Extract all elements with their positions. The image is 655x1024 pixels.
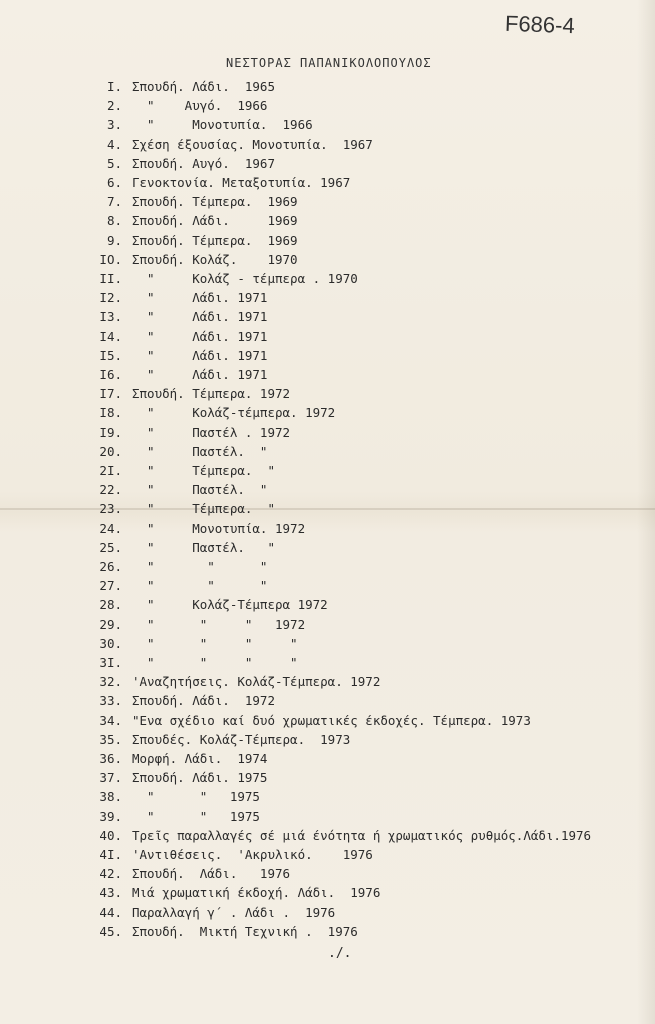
- list-item: [0, 520, 640, 538]
- entry-number: 44.: [99, 904, 122, 920]
- entry-text: Σπουδή. Κολάζ. 1970: [132, 251, 298, 267]
- entry-number: I2.: [99, 290, 122, 306]
- list-item: [0, 846, 640, 864]
- entry-text: " Τέμπερα. ": [132, 501, 275, 517]
- entry-text: Σπουδή. Λάδι. 1976: [132, 866, 291, 882]
- entry-number: 26.: [99, 559, 122, 574]
- list-item: [0, 308, 640, 326]
- entry-number: 34.: [99, 712, 122, 728]
- list-item: [0, 193, 640, 211]
- entry-number: 30.: [99, 635, 122, 651]
- list-item: [0, 865, 640, 883]
- entry-number: I8.: [99, 405, 122, 421]
- entry-text: Σπουδή. Λάδι. 1972: [132, 693, 275, 709]
- entry-number: 32.: [99, 674, 122, 690]
- entry-text: " Κολάζ-Τέμπερα 1972: [132, 597, 328, 613]
- entry-text: " Παστέλ. ": [132, 482, 268, 498]
- list-item: [0, 788, 640, 806]
- list-item: [0, 289, 640, 307]
- entry-text: " Παστέλ . 1972: [132, 424, 291, 440]
- entry-text: Σπουδή. Τέμπερα. 1969: [132, 232, 298, 248]
- entry-number: 5.: [106, 155, 122, 171]
- list-item: [0, 884, 640, 902]
- entry-text: Σπουδή. Λάδι. 1969: [132, 213, 298, 229]
- entry-number: 33.: [99, 693, 122, 709]
- entry-text: 'Αναζητήσεις. Κολάζ-Τέμπερα. 1972: [132, 674, 381, 690]
- list-item: [0, 635, 640, 653]
- list-item: [0, 923, 640, 941]
- entry-text: Σχέση έξουσίας. Μονοτυπία. 1967: [132, 136, 373, 152]
- entry-text: Μιά χρωματική έκδοχή. Λάδι. 1976: [132, 885, 381, 901]
- entry-number: 37.: [99, 770, 122, 786]
- list-item: [0, 270, 640, 288]
- list-item: [0, 212, 640, 230]
- entry-number: I6.: [99, 367, 122, 382]
- entry-text: " Λάδι. 1971: [132, 367, 268, 382]
- list-item: [0, 251, 640, 269]
- entry-text: " Λάδι. 1971: [132, 347, 268, 363]
- entry-number: 36.: [99, 751, 122, 766]
- entry-number: 9.: [106, 232, 122, 248]
- entry-number: I5.: [99, 347, 122, 363]
- entry-number: 22.: [99, 482, 122, 498]
- entry-number: 2.: [106, 98, 122, 114]
- entry-number: 43.: [99, 885, 122, 901]
- entry-number: 4I.: [99, 847, 122, 862]
- entry-number: I4.: [99, 328, 122, 344]
- list-item: [0, 904, 640, 922]
- entry-number: 6.: [106, 175, 122, 190]
- entry-text: Παραλλαγή γ΄ . Λάδι . 1976: [132, 904, 336, 920]
- entry-text: Τρεῖς παραλλαγές σέ μιά ένότητα ή χρωματικός ρυθμός.Λάδι.1976: [132, 827, 592, 843]
- list-item: [0, 404, 640, 422]
- handwritten-catalog-code: F686-4: [504, 10, 576, 39]
- entry-text: " Μονοτυπία. 1972: [132, 520, 306, 536]
- list-item: [0, 481, 640, 499]
- entry-text: 'Αντιθέσεις. 'Ακρυλικό. 1976: [132, 847, 373, 862]
- entry-text: " " ": [132, 559, 268, 574]
- entry-text: Σπουδή. Τέμπερα. 1972: [132, 386, 291, 402]
- list-item: [0, 769, 640, 787]
- list-item: [0, 616, 640, 634]
- entry-text: Σπουδή. Λάδι. 1965: [132, 79, 275, 94]
- entry-number: I7.: [99, 386, 122, 402]
- list-item: [0, 443, 640, 461]
- entry-text: Σπουδή. Τέμπερα. 1969: [132, 194, 298, 210]
- end-mark: ./.: [328, 946, 352, 961]
- entry-text: Γενοκτονία. Μεταξοτυπία. 1967: [132, 175, 351, 190]
- entry-number: 40.: [99, 827, 122, 843]
- entry-text: Σπουδή. Αυγό. 1967: [132, 155, 275, 171]
- list-item: [0, 328, 640, 346]
- entry-number: 39.: [99, 808, 122, 824]
- entry-number: I3.: [99, 309, 122, 325]
- entry-number: IO.: [99, 251, 122, 267]
- list-item: [0, 78, 640, 96]
- entry-text: " " " ": [132, 655, 298, 670]
- entry-number: 3.: [106, 117, 122, 133]
- entry-number: I.: [106, 79, 122, 94]
- list-item: [0, 366, 640, 384]
- list-item: [0, 539, 640, 557]
- entry-text: " " ": [132, 578, 268, 594]
- list-item: [0, 750, 640, 768]
- list-item: [0, 97, 640, 115]
- entry-text: " Κολάζ - τέμπερα . 1970: [132, 271, 358, 286]
- entry-number: I9.: [99, 424, 122, 440]
- entry-number: 29.: [99, 616, 122, 632]
- entry-number: 2I.: [99, 463, 122, 478]
- list-item: [0, 558, 640, 576]
- entry-text: " " 1975: [132, 808, 260, 824]
- page-heading: ΝΕΣΤΟΡΑΣ ΠΑΠΑΝΙΚΟΛΟΠΟΥΛΟΣ: [226, 56, 432, 70]
- entry-number: II.: [99, 271, 122, 286]
- list-item: [0, 347, 640, 365]
- entry-number: 3I.: [99, 655, 122, 670]
- entry-text: " " " 1972: [132, 616, 306, 632]
- entry-number: 24.: [99, 520, 122, 536]
- list-item: [0, 712, 640, 730]
- list-item: [0, 174, 640, 192]
- entry-number: 4.: [106, 136, 122, 152]
- entry-text: " Τέμπερα. ": [132, 463, 275, 478]
- entry-number: 20.: [99, 443, 122, 459]
- entry-number: 7.: [106, 194, 122, 210]
- entry-number: 27.: [99, 578, 122, 594]
- list-item: [0, 232, 640, 250]
- entry-text: "Ενα σχέδιο καί δυό χρωματικές έκδοχές. Τέμπερα. 1973: [132, 712, 531, 728]
- list-item: [0, 155, 640, 173]
- list-item: [0, 462, 640, 480]
- entry-text: Σπουδή. Λάδι. 1975: [132, 770, 268, 786]
- entry-text: " Λάδι. 1971: [132, 309, 268, 325]
- entry-number: 42.: [99, 866, 122, 882]
- entry-text: Σπουδή. Μικτή Τεχνική . 1976: [132, 923, 358, 939]
- entry-text: " Παστέλ. ": [132, 443, 268, 459]
- list-item: [0, 500, 640, 518]
- list-item: [0, 731, 640, 749]
- entry-text: Μορφή. Λάδι. 1974: [132, 751, 268, 766]
- entry-text: " Μονοτυπία. 1966: [132, 117, 313, 133]
- entry-text: " Λάδι. 1971: [132, 290, 268, 306]
- entry-number: 35.: [99, 731, 122, 747]
- list-item: [0, 673, 640, 691]
- entry-text: " Λάδι. 1971: [132, 328, 268, 344]
- entry-number: 25.: [99, 539, 122, 555]
- list-item: [0, 596, 640, 614]
- list-item: [0, 692, 640, 710]
- entry-text: " " " ": [132, 635, 298, 651]
- list-item: [0, 116, 640, 134]
- entry-number: 28.: [99, 597, 122, 613]
- entry-text: " Αυγό. 1966: [132, 98, 268, 114]
- entry-text: " Παστέλ. ": [132, 539, 275, 555]
- entry-text: " " 1975: [132, 789, 260, 805]
- entry-number: 45.: [99, 923, 122, 939]
- list-item: [0, 808, 640, 826]
- list-item: [0, 654, 640, 672]
- entry-text: " Κολάζ-τέμπερα. 1972: [132, 405, 336, 421]
- list-item: [0, 424, 640, 442]
- list-item: [0, 827, 640, 845]
- entry-number: 38.: [99, 789, 122, 805]
- list-item: [0, 136, 640, 154]
- entry-text: Σπουδές. Κολάζ-Τέμπερα. 1973: [132, 731, 351, 747]
- list-item: [0, 385, 640, 403]
- list-item: [0, 577, 640, 595]
- entry-number: 8.: [106, 213, 122, 229]
- entry-number: 23.: [99, 501, 122, 517]
